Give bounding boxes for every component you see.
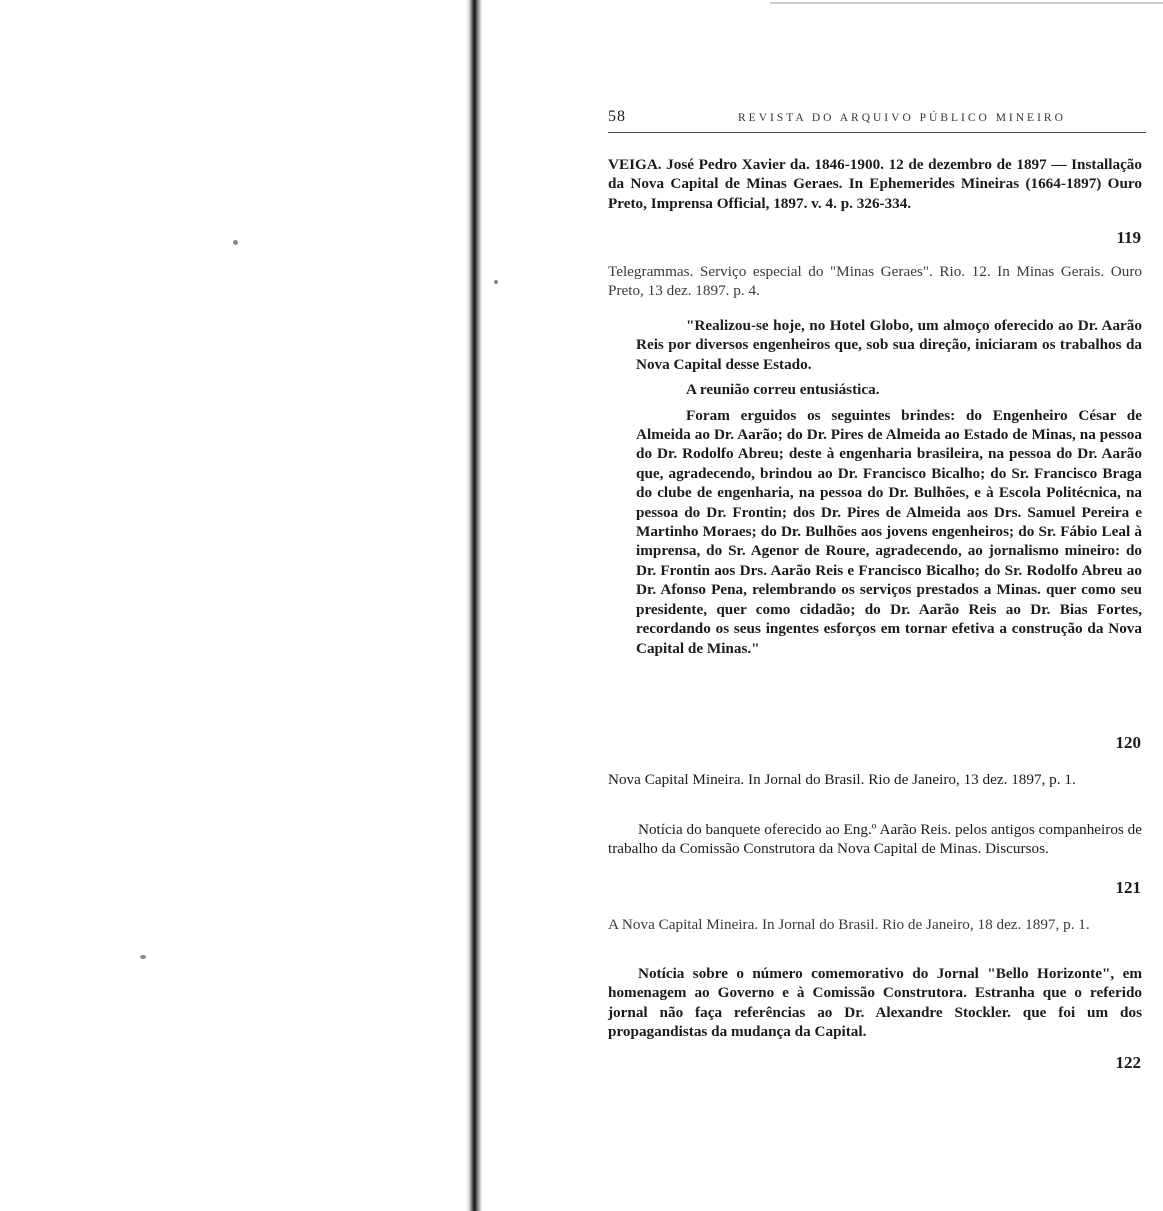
entry-citation: A Nova Capital Mineira. In Jornal do Brasil. Rio de Janeiro, 18 dez. 1897, p. 1.: [608, 916, 1090, 933]
scan-edge-line: [770, 2, 1163, 4]
entry-citation: Telegrammas. Serviço especial do "Minas Geraes". Rio. 12. In Minas Gerais. Ouro Preto, 13 dez. 1897. p. 4.: [608, 263, 1142, 300]
scan-speck: [494, 280, 498, 284]
entry-number: 121: [1115, 878, 1141, 897]
quote-paragraph: "Realizou-se hoje, no Hotel Globo, um almoço oferecido ao Dr. Aarão Reis por diversos engenheiros que, sob sua direção, iniciaram os trabalhos da Nova Capital desse Estado.: [636, 317, 1142, 373]
scan-speck: [233, 240, 238, 245]
entry-summary: Notícia sobre o número comemorativo do Jornal "Bello Horizonte", em homenagem ao Governo e à Comissão Construtora. Estranha que o referido jornal não faça referências ao Dr. Alexandre Stockler. que foi um dos propagandistas da mudança da Capital.: [608, 965, 1142, 1041]
entry-summary: Notícia do banquete oferecido ao Eng.º Aarão Reis. pelos antigos companheiros de trabalho da Comissão Construtora da Nova Capital de Minas. Discursos.: [608, 821, 1142, 858]
quote-paragraph: Foram erguidos os seguintes brindes: do Engenheiro César de Almeida ao Dr. Aarão; do Dr. Pires de Almeida ao Estado de Minas, na pessoa do Dr. Rodolfo Abreu; deste à engenharia brasileira, na pessoa do Dr. Aarão que, agradecendo, brindou ao Dr. Francisco Bicalho; do Sr. Francisco Braga do clube de engenharia, na pessoa do Dr. Bulhões, e à Escola Politécnica, na pessoa do Dr. Frontin; dos Dr. Pires de Almeida aos Drs. Samuel Pereira e Martinho Moraes; do Dr. Bulhões aos jovens engenheiros; do Sr. Fábio Leal à imprensa, do Sr. Agenor de Roure, agradecendo, ao jornalismo mineiro: do Dr. Frontin aos Drs. Aarão Reis e Francisco Bicalho; do Sr. Rodolfo Abreu ao Dr. Afonso Pena, relembrando os serviços prestados a Minas. quer como seu presidente, quer como cidadão; do Dr. Aarão Reis ao Dr. Bias Fortes, recordando os seus ingentes esforços em tornar efetiva a construção da Nova Capital de Minas.": [636, 406, 1142, 657]
entry-citation: VEIGA. José Pedro Xavier da. 1846-1900. 12 de dezembro de 1897 — Installação da Nova Capital de Minas Geraes. In Ephemerides Mineiras (1664-1897) Ouro Preto, Imprensa Official, 1897. v. 4. p. 326-334.: [608, 156, 1142, 212]
entry-number: 122: [1115, 1053, 1141, 1072]
page-number: 58: [608, 108, 626, 125]
book-spine: [466, 0, 482, 1211]
scan-speck: [140, 955, 146, 959]
entry-number: 119: [1116, 228, 1141, 247]
header-rule: [608, 132, 1146, 133]
quote-paragraph: A reunião correu entusiástica.: [686, 381, 880, 399]
page-header: [608, 108, 1148, 132]
running-title: REVISTA DO ARQUIVO PÚBLICO MINEIRO: [738, 112, 1066, 124]
entry-quote: [636, 316, 1142, 664]
entry-citation: Nova Capital Mineira. In Jornal do Brasil. Rio de Janeiro, 13 dez. 1897, p. 1.: [608, 771, 1076, 788]
entry-number: 120: [1115, 733, 1141, 752]
